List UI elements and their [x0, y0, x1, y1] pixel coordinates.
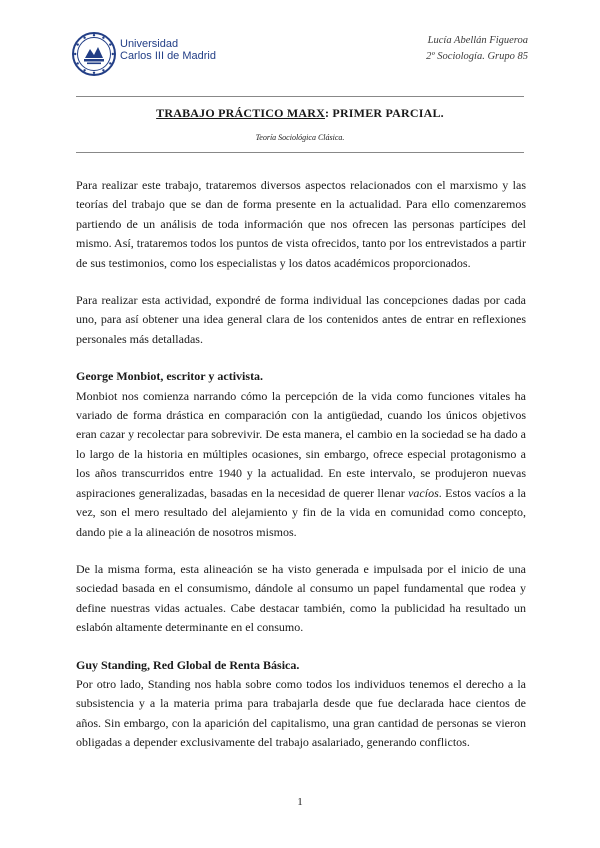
university-name [120, 38, 216, 62]
monbiot-text-part-1: Monbiot nos comienza narrando cómo la percepción de la vida como funciones vitales ha variado de forma drástica en comparación con la antigüedad, cuando los únicos objetivos eran cazar y recolectar para sobrevivir. De esta manera, el cambio en la sociedad se ha dado a lo largo de la historia en múltiples ocasiones, sin embargo, ofrece especial protagonismo a los años transcurridos entre 1940 y la actualidad. En este intervalo, se produjeron nuevas aspiraciones generalizadas, basadas en la necesidad de querer llenar [76, 388, 526, 500]
intro-paragraph-1: Para realizar este trabajo, trataremos diversos aspectos relacionados con el marxismo y las teorías del trabajo que se dan de forma presente en la actualidad. Para ello comenzaremos partiendo de un análisis de toda información que nos ofrecen las personas partícipes del mismo. Así, trataremos todos los puntos de vista ofrecidos, tanto por los entrevistados a partir de sus testimonios, como los especialistas y los datos académicos proporcionados. [76, 178, 526, 270]
monbiot-text-part-2: . Estos vacíos a la vez, son el mero resultado del alejamiento y fin de la vida en comunidad como concepto, dando pie a la alineación de nosotros mismos. [76, 485, 526, 539]
title-underlined: TRABAJO PRÁCTICO MARX [156, 106, 326, 120]
page-number: 1 [297, 796, 303, 808]
document-body [76, 176, 526, 771]
header-divider [76, 96, 524, 97]
author-info [426, 33, 528, 65]
standing-paragraph-1: Por otro lado, Standing nos habla sobre como todos los individuos tenemos el derecho a la subsistencia y a la materia prima para trabajarla desde que fue declarada hace cientos de años. Sin embargo, con la aparición del capitalismo, una gran cantidad de personas se vieron obligadas a depender exclusivamente del trabajo asalariado, generando conflictos. [76, 676, 526, 750]
section-heading-monbiot: George Monbiot, escritor y activista. [76, 369, 264, 384]
title-rest: : PRIMER PARCIAL. [325, 106, 444, 120]
monbiot-italic-word: vacíos [408, 485, 439, 500]
intro-paragraph-2: Para realizar esta actividad, expondré de forma individual las concepciones dadas por cada uno, para así obtener una idea general clara de los contenidos antes de entrar en reflexiones personales más detalladas. [76, 293, 526, 346]
monbiot-paragraph-2: De la misma forma, esta alineación se ha visto generada e impulsada por el inicio de una sociedad basada en el consumismo, dándole al consumo un papel fundamental que rodea y define nuestras vidas actuales. Cabe destacar también, como la publicidad ha resultado un eslabón altamente determinante en el consumo. [76, 561, 526, 635]
title-divider [76, 152, 524, 153]
university-name-line1: Universidad [120, 38, 179, 50]
document-subtitle: Teoría Sociológica Clásica. [255, 133, 345, 142]
university-name-line2: Carlos III de Madrid [120, 50, 216, 62]
author-course: 2º Sociología. Grupo 85 [426, 51, 528, 62]
document-title [76, 106, 524, 121]
section-heading-standing: Guy Standing, Red Global de Renta Básica. [76, 657, 300, 672]
page-header [0, 0, 600, 100]
author-name: Lucía Abellán Figueroa [427, 35, 528, 46]
university-logo-icon [72, 32, 116, 76]
monbiot-paragraph-1 [76, 387, 526, 542]
